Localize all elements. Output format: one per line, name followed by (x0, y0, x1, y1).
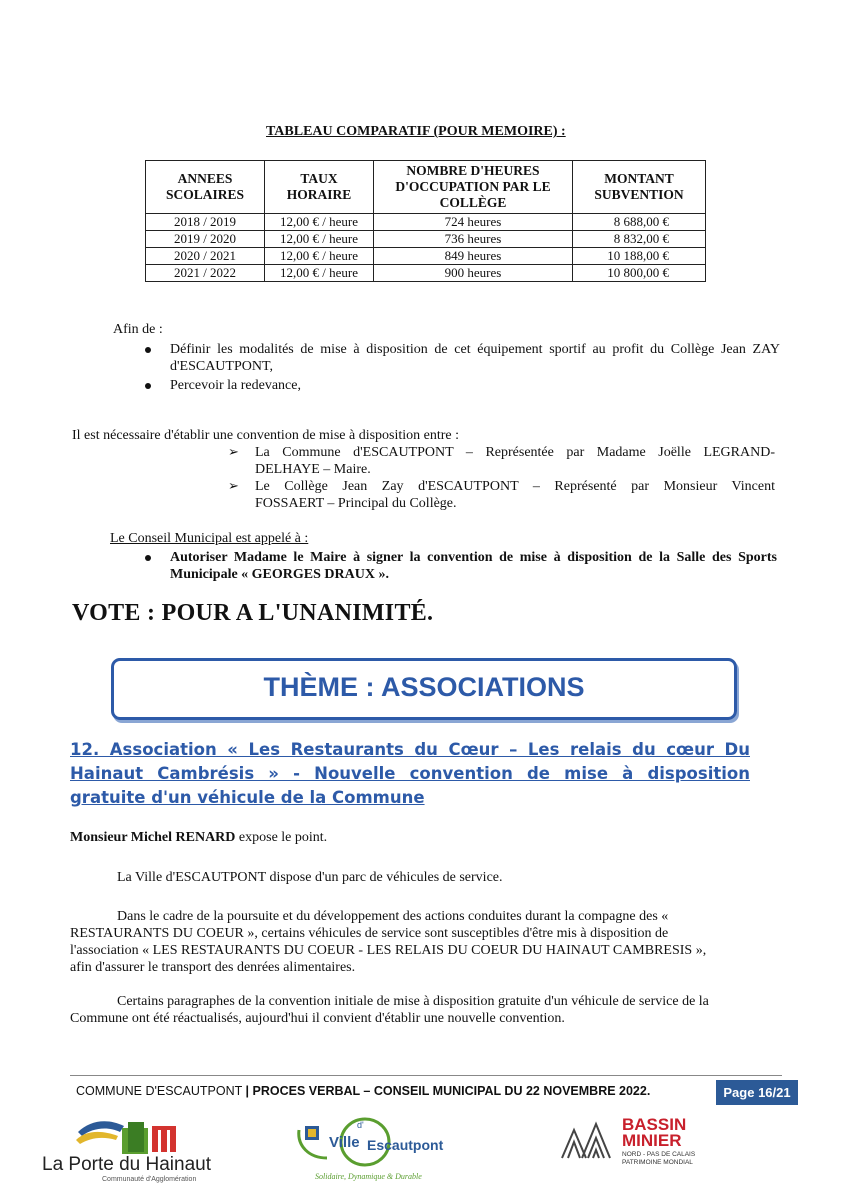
cell-taux: 12,00 € / heure (265, 231, 374, 248)
table-header-row (146, 161, 706, 214)
cell-taux: 12,00 € / heure (265, 265, 374, 282)
table-row (146, 231, 706, 248)
cell-annee: 2018 / 2019 (146, 214, 265, 231)
porte-logo-name: La Porte du Hainaut (42, 1154, 212, 1175)
arrow-bullet-icon: ➢ (228, 444, 239, 459)
ville-escautpont-logo (295, 1112, 455, 1187)
table-title: TABLEAU COMPARATIF (POUR MEMOIRE) : (266, 124, 566, 139)
cell-annee: 2020 / 2021 (146, 248, 265, 265)
cell-annee: 2019 / 2020 (146, 231, 265, 248)
convention-intro: Il est nécessaire d'établir une convention de mise à disposition entre : (72, 428, 460, 443)
bassin-logo-line2: MINIER (622, 1131, 682, 1150)
convention-item-2: Le Collège Jean Zay d'ESCAUTPONT – Représenté par Monsieur Vincent FOSSAERT – Principal du Collège. (255, 479, 775, 511)
convention-item-1: La Commune d'ESCAUTPONT – Représentée par Madame Joëlle LEGRAND- DELHAYE – Maire. (255, 445, 775, 477)
afin-item-2: Percevoir la redevance, (170, 378, 301, 393)
section-heading: 12. Association « Les Restaurants du Cœur – Les relais du cœur Du Hainaut Cambrésis » - Nouvelle convention de mise à disposition gratuite d'un véhicule de la Commune (70, 740, 750, 807)
cell-annee: 2021 / 2022 (146, 265, 265, 282)
table-row (146, 214, 706, 231)
cell-montant: 8 832,00 € (573, 231, 706, 248)
header-taux: TAUX HORAIRE (265, 161, 374, 214)
ville-logo-name: Escautpont (367, 1137, 444, 1153)
header-nombre-heures: NOMBRE D'HEURES D'OCCUPATION PAR LE COLLÈGE (374, 161, 573, 214)
porte-du-hainaut-logo (42, 1114, 242, 1184)
bassin-minier-emblem-icon (560, 1118, 616, 1162)
cell-heures: 849 heures (374, 248, 573, 265)
footer-commune: COMMUNE D'ESCAUTPONT (76, 1084, 243, 1098)
vote-result: VOTE : POUR A L'UNANIMITÉ. (72, 600, 434, 626)
porte-du-hainaut-emblem-icon (72, 1114, 202, 1156)
conseil-item: Autoriser Madame le Maire à signer la convention de mise à disposition de la Salle des Sports Municipale « GEORGES DRAUX ». (170, 550, 777, 582)
bullet-icon (145, 383, 151, 389)
cell-montant: 8 688,00 € (573, 214, 706, 231)
bullet-icon (145, 347, 151, 353)
header-annees: ANNEES SCOLAIRES (146, 161, 265, 214)
cell-heures: 736 heures (374, 231, 573, 248)
table-row (146, 265, 706, 282)
comparative-table (145, 160, 706, 282)
ville-logo-prefix: Ville (329, 1134, 360, 1151)
bassin-minier-logo (560, 1116, 720, 1176)
afin-intro: Afin de : (113, 322, 163, 337)
footer-divider (70, 1075, 782, 1076)
paragraph-1: La Ville d'ESCAUTPONT dispose d'un parc de véhicules de service. (117, 870, 503, 885)
cell-taux: 12,00 € / heure (265, 214, 374, 231)
table-row (146, 248, 706, 265)
bassin-logo-line3: NORD - PAS DE CALAIS (622, 1151, 696, 1158)
cell-montant: 10 188,00 € (573, 248, 706, 265)
header-montant: MONTANT SUBVENTION (573, 161, 706, 214)
paragraph-3: Certains paragraphes de la convention initiale de mise à disposition gratuite d'un véhicule de service de la Commune ont été réactualisés, aujourd'hui il convient d'établir une nouvelle convention. (70, 994, 709, 1026)
footer-title: PROCES VERBAL – CONSEIL MUNICIPAL DU 22 NOVEMBRE 2022. (252, 1084, 651, 1098)
cell-heures: 724 heures (374, 214, 573, 231)
page-number-badge: Page 16/21 (716, 1080, 798, 1105)
conseil-intro: Le Conseil Municipal est appelé à : (110, 531, 309, 546)
bassin-logo-line4: PATRIMOINE MONDIAL (622, 1159, 693, 1166)
cell-heures: 900 heures (374, 265, 573, 282)
bassin-logo-line1: BASSIN (622, 1115, 687, 1134)
theme-title: THÈME : ASSOCIATIONS (263, 672, 585, 702)
bullet-icon (145, 555, 151, 561)
arrow-bullet-icon: ➢ (228, 478, 239, 493)
afin-item-1: Définir les modalités de mise à disposition de cet équipement sportif au profit du Collège Jean ZAY d'ESCAUTPONT, (170, 342, 780, 374)
footer-text: COMMUNE D'ESCAUTPONT | PROCES VERBAL – CONSEIL MUNICIPAL DU 22 NOVEMBRE 2022. (76, 1084, 651, 1098)
ville-logo-tagline: Solidaire, Dynamique & Durable (315, 1172, 422, 1181)
cell-taux: 12,00 € / heure (265, 248, 374, 265)
speaker-line: Monsieur Michel RENARD expose le point. (70, 830, 328, 845)
porte-logo-sub: Communauté d'Agglomération (102, 1176, 197, 1183)
speaker-name: Monsieur Michel RENARD (70, 830, 236, 845)
ville-logo-small: d' (357, 1120, 364, 1130)
paragraph-2: Dans le cadre de la poursuite et du développement des actions conduites durant la compagne des « RESTAURANTS DU COEUR », certains véhicules de service sont susceptibles d'être mis à disposition de l'association « LES RESTAURANTS DU COEUR - LES RELAIS DU COEUR DU HAINAUT CAMBRESIS », afin d'assurer le transport des denrées alimentaires. (70, 909, 707, 975)
cell-montant: 10 800,00 € (573, 265, 706, 282)
